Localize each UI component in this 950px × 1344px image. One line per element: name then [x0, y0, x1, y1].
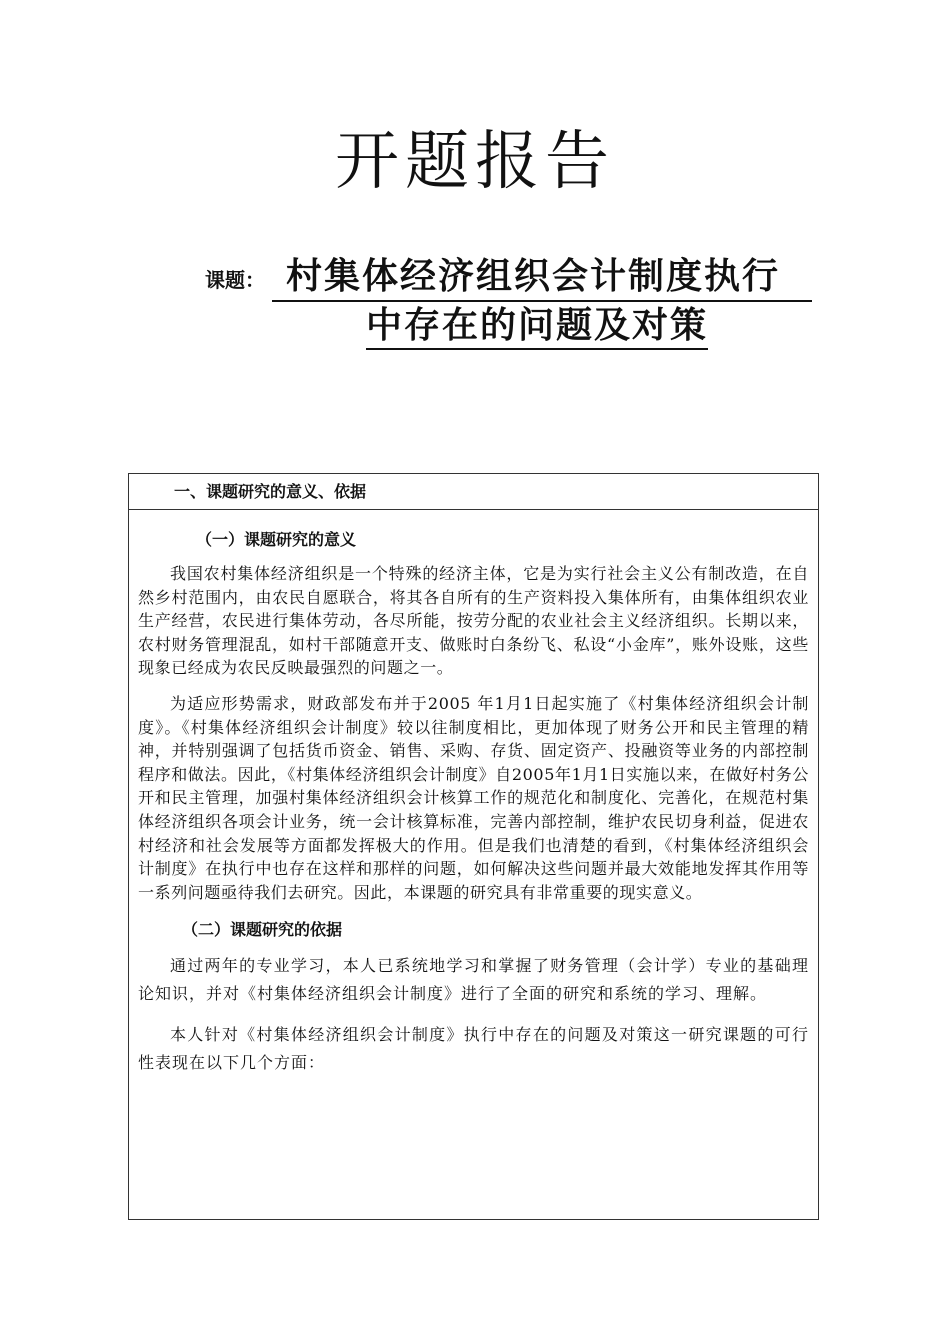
- section-body: [129, 510, 818, 1076]
- paragraph-significance-1: 我国农村集体经济组织是一个特殊的经济主体，它是为实行社会主义公有制改造，在自然乡村范围内，由农民自愿联合，将其各自所有的生产资料投入集体所有，由集体组织农业生产经营，农民进行集体劳动，各尽所能，按劳分配的农业社会主义经济组织。长期以来，农村财务管理混乱，如村干部随意开支、做账时白条纷飞、私设“小金库”，账外设账，这些现象已经成为农民反映最强烈的问题之一。: [138, 564, 809, 678]
- paragraph-basis-1: 通过两年的专业学习，本人已系统地学习和掌握了财务管理（会计学）专业的基础理论知识，并对《村集体经济组织会计制度》进行了全面的研究和系统的学习、理解。: [138, 956, 809, 1003]
- content-table: [128, 473, 819, 1220]
- page-title: 开题报告: [335, 125, 615, 199]
- subsection-heading-significance: （一）课题研究的意义: [196, 530, 357, 549]
- topic-title-line-1: 村集体经济组织会计制度执行: [272, 252, 812, 302]
- paragraph-significance-2: 为适应形势需求，财政部发布并于2005 年1月1日起实施了《村集体经济组织会计制度》。《村集体经济组织会计制度》较以往制度相比，更加体现了财务公开和民主管理的精神，并特别强调了包括货币资金、销售、采购、存货、固定资产、投融资等业务的内部控制程序和做法。因此，《村集体经济组织会计制度》自2005年1月1日实施以来，在做好村务公开和民主管理，加强村集体经济组织会计核算工作的规范化和制度化、完善化，在规范村集体经济组织各项会计业务，统一会计核算标准，完善内部控制，维护农民切身利益，促进农村经济和社会发展等方面都发挥极大的作用。但是我们也清楚的看到，《村集体经济组织会计制度》在执行中也存在这样和那样的问题，如何解决这些问题并最大效能地发挥其作用等一系列问题亟待我们去研究。因此，本课题的研究具有非常重要的现实意义。: [138, 693, 809, 902]
- topic-title-line-2: 中存在的问题及对策: [366, 302, 708, 350]
- paragraph-basis-2: 本人针对《村集体经济组织会计制度》执行中存在的问题及对策这一研究课题的可行性表现在以下几个方面：: [138, 1025, 809, 1072]
- topic-label: 课题：: [205, 268, 265, 292]
- section-header: 一、课题研究的意义、依据: [129, 474, 818, 510]
- subsection-heading-basis: （二）课题研究的依据: [182, 920, 343, 940]
